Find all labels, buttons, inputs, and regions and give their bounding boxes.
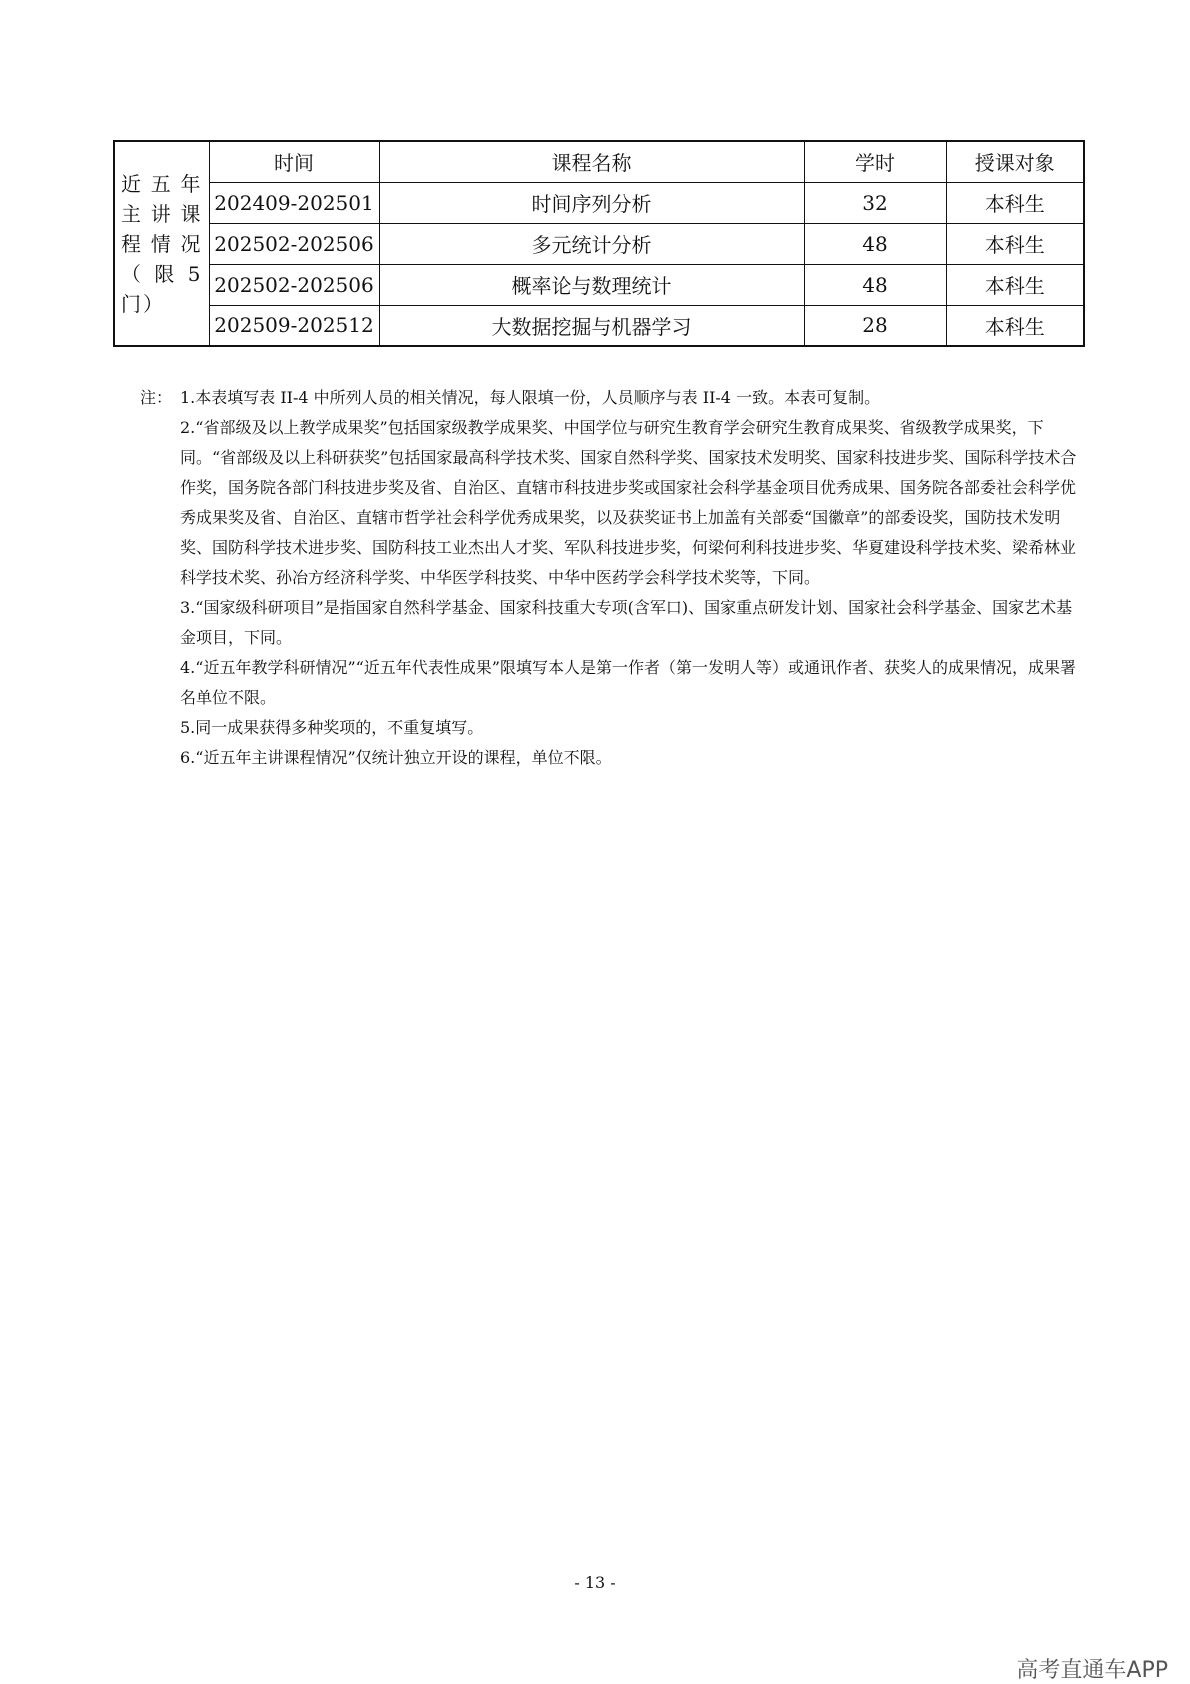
header-audience: 授课对象 [946,141,1084,182]
cell-time: 202502-202506 [209,223,379,264]
header-time: 时间 [209,141,379,182]
cell-audience: 本科生 [946,264,1084,305]
cell-audience: 本科生 [946,223,1084,264]
cell-hours: 28 [804,305,946,346]
table-row [114,223,1084,264]
cell-time: 202502-202506 [209,264,379,305]
cell-course: 大数据挖掘与机器学习 [379,305,804,346]
table-row [114,182,1084,223]
cell-hours: 32 [804,182,946,223]
cell-hours: 48 [804,264,946,305]
note-item: 2.“省部级及以上教学成果奖”包括国家级教学成果奖、中国学位与研究生教育学会研究生教育成果奖、省级教学成果奖，下同。“省部级及以上科研获奖”包括国家最高科学技术奖、国家自然科学奖、国家技术发明奖、国家科技进步奖、国际科学技术合作奖，国务院各部门科技进步奖及省、自治区、直辖市科技进步奖或国家社会科学基金项目优秀成果、国务院各部委社会科学优秀成果奖及省、自治区、直辖市哲学社会科学优秀成果奖，以及获奖证书上加盖有关部委“国徽章”的部委设奖，国防技术发明奖、国防科学技术进步奖、国防科技工业杰出人才奖、军队科技进步奖，何梁何利科技进步奖、华夏建设科学技术奖、梁希林业科学技术奖、孙冶方经济科学奖、中华医学科技奖、中华中医药学会科学技术奖等，下同。 [180,418,1077,587]
note-item [140,383,1080,413]
note-item: 5.同一成果获得多种奖项的，不重复填写。 [180,718,484,737]
page-number: - 13 - [574,1573,616,1592]
cell-audience: 本科生 [946,182,1084,223]
table-header-row [114,141,1084,182]
note-item: 3.“国家级科研项目”是指国家自然科学基金、国家科技重大专项(含军口)、国家重点研发计划、国家社会科学基金、国家艺术基金项目，下同。 [180,598,1073,647]
notes-label: 注： [140,388,173,407]
watermark: 高考直通车APP [1016,1658,1168,1683]
header-course-name: 课程名称 [379,141,804,182]
note-item: 4.“近五年教学科研情况”“近五年代表性成果”限填写本人是第一作者（第一发明人等）或通讯作者、获奖人的成果情况，成果署名单位不限。 [180,658,1076,707]
notes-section [140,383,1080,773]
note-text: 1.本表填写表 II-4 中所列人员的相关情况，每人限填一份，人员顺序与表 II-4 一致。本表可复制。 [180,388,881,407]
section-label: 近五年主讲课程情况（限5门） [114,141,209,346]
cell-time: 202509-202512 [209,305,379,346]
cell-course: 时间序列分析 [379,182,804,223]
header-hours: 学时 [804,141,946,182]
cell-hours: 48 [804,223,946,264]
note-item: 6.“近五年主讲课程情况”仅统计独立开设的课程，单位不限。 [180,748,612,767]
table-row [114,305,1084,346]
cell-course: 多元统计分析 [379,223,804,264]
course-table [113,140,1085,347]
cell-time: 202409-202501 [209,182,379,223]
table-row [114,264,1084,305]
cell-audience: 本科生 [946,305,1084,346]
cell-course: 概率论与数理统计 [379,264,804,305]
